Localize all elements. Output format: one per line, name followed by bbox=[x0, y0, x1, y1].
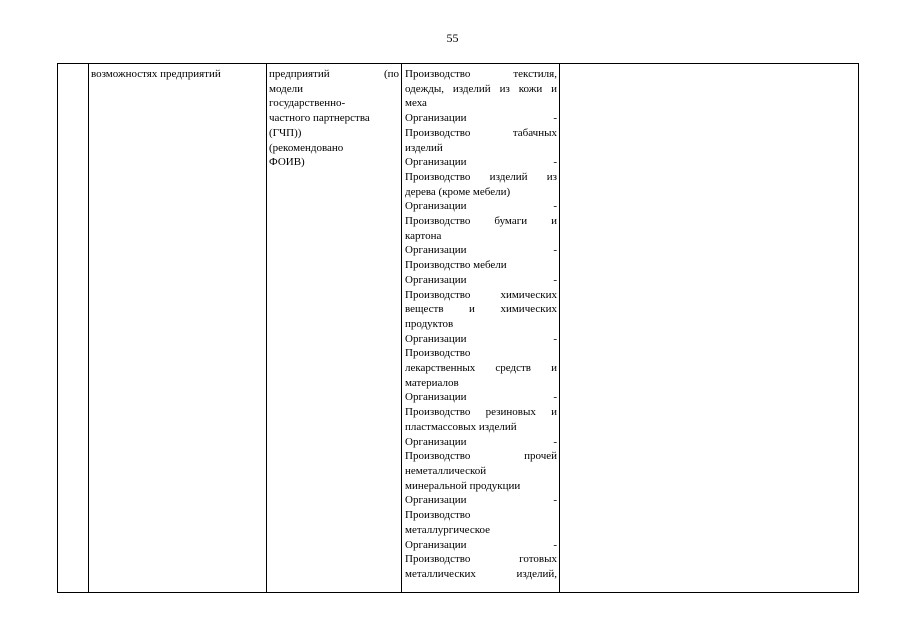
document-table bbox=[57, 63, 859, 593]
industry-line: продуктов bbox=[405, 317, 454, 330]
column-divider bbox=[88, 64, 89, 592]
industry-line: Производство мебели bbox=[405, 259, 507, 272]
organization-label: Организации bbox=[405, 538, 467, 551]
industry-line: Производство bbox=[405, 509, 471, 522]
organization-label: Организации bbox=[405, 156, 467, 169]
organization-dash: - bbox=[553, 244, 557, 257]
organization-label: Организации bbox=[405, 273, 467, 286]
cell-text: (по bbox=[383, 68, 399, 80]
organization-dash: - bbox=[553, 435, 557, 448]
industry-line: дерева (кроме мебели) bbox=[405, 185, 511, 198]
organization-label: Организации bbox=[405, 435, 467, 448]
cell-text: государственно- bbox=[269, 97, 346, 110]
industry-line: неметаллической bbox=[405, 464, 487, 477]
cell-text: возможностях предприятий bbox=[91, 68, 221, 80]
organization-label: Организации bbox=[405, 494, 467, 507]
organization-line bbox=[405, 435, 557, 450]
industry-line: металлургическое bbox=[405, 523, 491, 536]
organization-line bbox=[405, 155, 557, 170]
organization-dash: - bbox=[553, 200, 557, 213]
organization-line bbox=[405, 390, 557, 405]
column-divider bbox=[559, 64, 560, 592]
industry-line: лекарственных средств и bbox=[405, 362, 557, 375]
organization-dash: - bbox=[553, 112, 557, 125]
cell-text: (ГЧП)) bbox=[269, 126, 302, 139]
organization-label: Организации bbox=[405, 200, 467, 213]
organization-line bbox=[405, 199, 557, 214]
industry-line: пластмассовых изделий bbox=[405, 420, 517, 433]
organization-line bbox=[405, 538, 557, 553]
organization-dash: - bbox=[553, 332, 557, 345]
industry-line: Производство готовых bbox=[405, 553, 557, 566]
organization-label: Организации bbox=[405, 244, 467, 257]
organization-label: Организации bbox=[405, 391, 467, 404]
organization-line bbox=[405, 332, 557, 347]
organization-line bbox=[405, 243, 557, 258]
industry-line: картона bbox=[405, 229, 442, 242]
page-number: 55 bbox=[446, 31, 459, 45]
cell-ppp-model bbox=[269, 67, 399, 170]
industry-line: Производство bbox=[405, 347, 471, 360]
cell-line bbox=[269, 67, 399, 82]
industry-line: Производство химических bbox=[405, 288, 557, 301]
organization-label: Организации bbox=[405, 332, 467, 345]
industry-line: минеральной продукции bbox=[405, 479, 521, 492]
industry-line: веществ и химических bbox=[405, 303, 557, 316]
organization-dash: - bbox=[553, 156, 557, 169]
industry-line: материалов bbox=[405, 376, 459, 389]
organization-dash: - bbox=[553, 538, 557, 551]
industry-line: одежды, изделий из кожи и bbox=[405, 82, 557, 95]
industry-line: меха bbox=[405, 97, 427, 110]
industry-line: Производство табачных bbox=[405, 126, 557, 139]
organization-dash: - bbox=[553, 494, 557, 507]
industry-line: Производство прочей bbox=[405, 450, 557, 463]
organization-dash: - bbox=[553, 391, 557, 404]
cell-text: частного партнерства bbox=[269, 112, 370, 125]
column-divider bbox=[401, 64, 402, 592]
organization-line bbox=[405, 493, 557, 508]
cell-industry-list bbox=[405, 67, 557, 582]
cell-text: (рекомендовано bbox=[269, 141, 344, 154]
cell-text: ФОИВ) bbox=[269, 156, 305, 169]
organization-label: Организации bbox=[405, 112, 467, 125]
industry-line: Производство изделий из bbox=[405, 170, 557, 183]
column-divider bbox=[266, 64, 267, 592]
industry-line: металлических изделий, bbox=[405, 567, 557, 580]
organization-line bbox=[405, 273, 557, 288]
industry-line: изделий bbox=[405, 141, 443, 154]
organization-dash: - bbox=[553, 273, 557, 286]
organization-line bbox=[405, 111, 557, 126]
cell-text: модели bbox=[269, 82, 303, 95]
industry-line: Производство бумаги и bbox=[405, 215, 557, 228]
industry-line: Производство резиновых и bbox=[405, 406, 557, 419]
industry-line: Производство текстиля, bbox=[405, 68, 557, 80]
cell-enterprise-capabilities bbox=[91, 67, 266, 82]
cell-text: предприятий bbox=[269, 68, 330, 80]
